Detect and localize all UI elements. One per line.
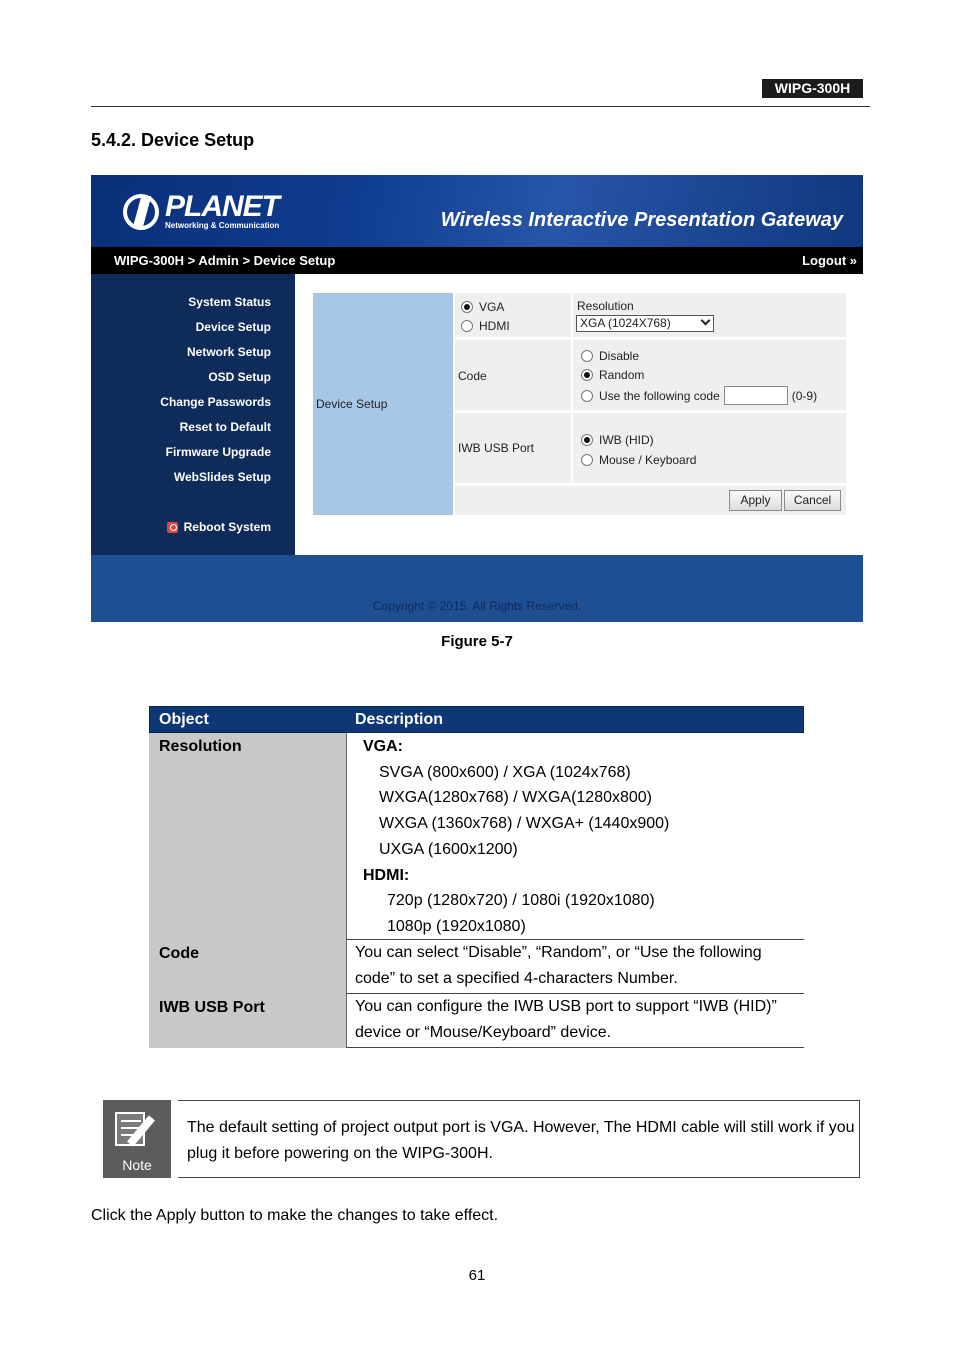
footer-bar [91,555,863,622]
sidebar-item-webslides-setup[interactable]: WebSlides Setup [173,470,271,484]
desc-line: You can configure the IWB USB port to support “IWB (HID)” [355,998,777,1015]
resolution-cell [573,293,846,337]
banner-title: Wireless Interactive Presentation Gateway [440,209,843,231]
desc-line: device or “Mouse/Keyboard” device. [355,1024,612,1041]
code-options-cell [573,340,846,410]
output-cell [455,293,571,337]
figure-caption: Figure 5-7 [441,633,513,650]
planet-logo [123,190,280,230]
radio-hdmi-label: HDMI [479,319,510,333]
sidebar-item-network-setup[interactable]: Network Setup [186,345,271,359]
copyright: Copyright © 2015. All Rights Reserved. [372,599,582,613]
row-code-object [149,940,346,994]
desc-line: WXGA (1360x768) / WXGA+ (1440x900) [379,815,670,832]
note-box [178,1100,860,1178]
iwb-label-cell [455,413,571,483]
resolution-value: XGA (1024X768) [580,316,671,330]
reboot-label: Reboot System [183,520,271,534]
row-resolution-object [149,733,346,940]
resolution-label: Resolution [577,299,634,313]
code-hint: (0-9) [791,388,818,403]
note-label: Note [122,1157,152,1173]
radio-custom-code-icon [581,390,593,402]
radio-mouse-keyboard-label: Mouse / Keyboard [599,453,697,467]
radio-custom-code[interactable] [581,386,817,405]
sidebar-item-system-status[interactable]: System Status [188,295,271,309]
radio-disable-icon [581,350,593,362]
row-code-label: Code [159,945,199,962]
radio-disable-label: Disable [599,349,640,363]
iwb-options-cell [573,413,846,483]
header-description: Description [355,711,444,728]
chevron-down-icon [701,316,711,326]
brand-name: PLANET [165,190,279,223]
form-section-cell [313,293,453,515]
radio-random-label: Random [599,368,645,382]
section-title: 5.4.2. Device Setup [91,130,255,150]
logout-link[interactable]: Logout » [802,253,857,268]
desc-line: VGA: [363,738,403,755]
desc-line: UXGA (1600x1200) [379,841,518,858]
desc-line: code” to set a specified 4-characters Number. [355,970,678,987]
sidebar-item-reboot[interactable] [167,520,271,534]
brand-sub: Networking & Communication [165,221,280,230]
page-number: 61 [468,1267,486,1284]
row-iwb-label: IWB USB Port [159,999,265,1016]
row-iwb-object [149,994,346,1048]
device-setup-screenshot [91,175,863,622]
radio-iwb-hid[interactable] [581,433,654,447]
apply-button[interactable]: Apply [729,490,782,511]
code-label: Code [458,369,487,383]
row-code-description [346,940,804,994]
row-resolution-label: Resolution [159,738,242,755]
code-label-cell [455,340,571,410]
model-badge: WIPG-300H [762,79,863,98]
power-icon [167,522,178,533]
row-iwb-description [346,994,804,1048]
radio-vga[interactable] [461,300,504,314]
desc-line: 1080p (1920x1080) [387,918,526,935]
radio-mouse-keyboard-icon [581,454,593,466]
sidebar-item-change-passwords[interactable]: Change Passwords [160,395,271,409]
radio-vga-label: VGA [479,300,505,314]
device-setup-form [313,293,846,515]
sidebar-item-firmware-upgrade[interactable]: Firmware Upgrade [165,445,271,459]
desc-line: You can select “Disable”, “Random”, or “Use the following [355,944,762,961]
radio-random-icon [581,369,593,381]
radio-disable[interactable] [581,349,639,363]
resolution-select[interactable] [576,315,714,332]
sidebar [91,274,295,555]
desc-line: SVGA (800x600) / XGA (1024x768) [379,764,631,781]
radio-vga-icon [461,301,473,313]
radio-random[interactable] [581,368,644,382]
note-text: The default setting of project output port is VGA. However, The HDMI cable will still work if you plug it before powering on the WIPG-300H. [187,1119,855,1162]
row-resolution-description [346,733,804,940]
radio-iwb-hid-label: IWB (HID) [599,433,654,447]
navbar [91,247,863,274]
breadcrumb: WIPG-300H > Admin > Device Setup [114,253,336,268]
desc-line: HDMI: [363,867,410,884]
cancel-button[interactable]: Cancel [784,490,841,511]
radio-mouse-keyboard[interactable] [581,453,696,467]
sidebar-item-osd-setup[interactable]: OSD Setup [208,370,271,384]
header-rule [91,106,870,107]
code-input[interactable] [724,386,788,405]
sidebar-item-reset-default[interactable]: Reset to Default [179,420,271,434]
desc-line: WXGA(1280x768) / WXGA(1280x800) [379,789,653,806]
banner [91,175,863,247]
table-header [149,706,804,733]
iwb-label: IWB USB Port [458,441,535,455]
body-text: Click the Apply button to make the changes to take effect. [91,1207,499,1224]
note-icon [103,1100,171,1178]
radio-hdmi-icon [461,320,473,332]
desc-line: 720p (1280x720) / 1080i (1920x1080) [387,892,655,909]
sidebar-item-device-setup[interactable]: Device Setup [195,320,271,334]
radio-iwb-hid-icon [581,434,593,446]
radio-custom-code-label: Use the following code [599,388,720,403]
radio-hdmi[interactable] [461,319,510,333]
form-section-label: Device Setup [316,397,388,411]
header-object: Object [159,711,209,728]
planet-logo-icon [123,194,159,230]
